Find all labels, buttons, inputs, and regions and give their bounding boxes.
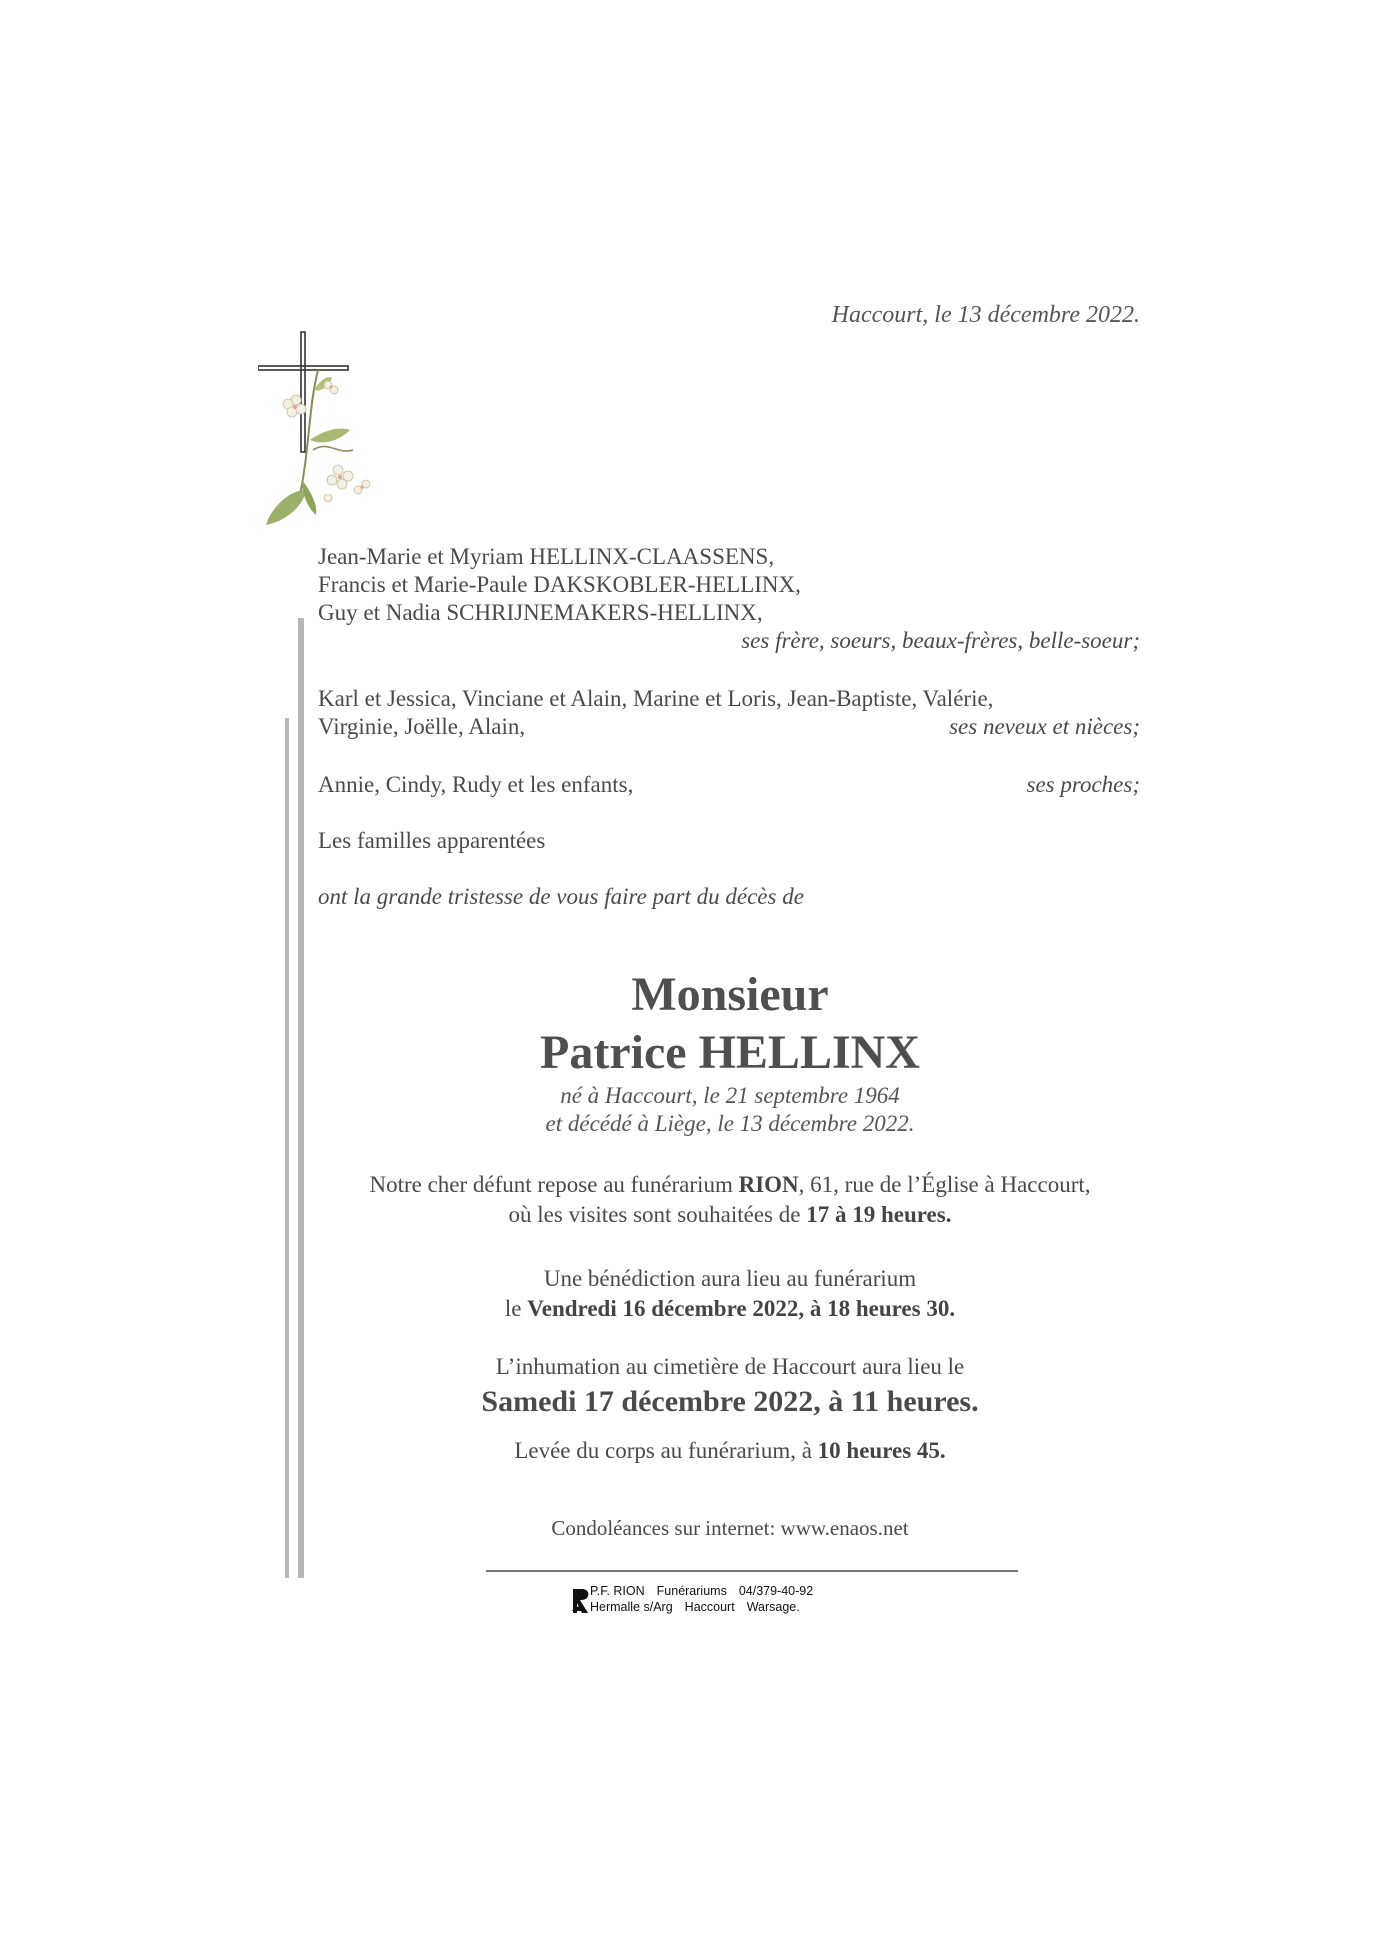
blessing-text: Une bénédiction aura lieu au funérarium [543,1266,917,1291]
funeral-home-name: RION [738,1172,799,1197]
footer-funeral-home [590,1583,990,1615]
birth-line: né à Haccourt, le 21 septembre 1964 [560,1083,900,1108]
footer-location: Haccourt [684,1600,735,1614]
footer-type: Funérariums [656,1584,727,1598]
blessing-block [300,1264,1160,1324]
deceased-civility: Monsieur [631,968,829,1021]
blessing-when: Vendredi 16 décembre 2022, à 18 heures 30. [527,1296,956,1321]
announcement: ont la grande tristesse de vous faire part du décès de [318,884,804,909]
nephews-line: Karl et Jessica, Vinciane et Alain, Marine et Loris, Jean-Baptiste, Valérie, [318,686,994,711]
close-ones-relation: ses proches; [1026,772,1140,797]
sibling-line: Jean-Marie et Myriam HELLINX-CLAASSENS, [318,544,775,569]
burial-block [300,1352,1160,1422]
footer-location: Warsage. [746,1600,800,1614]
footer-phone: 04/379-40-92 [738,1584,814,1598]
decorative-bar-left [285,718,289,1578]
deceased-block [300,966,1160,1138]
levee-block [300,1436,1160,1466]
deceased-name: Patrice HELLINX [540,1026,920,1079]
blessing-pre: le [504,1296,528,1321]
cross-with-flowers-icon [258,330,393,530]
close-ones-block [318,771,1140,799]
rion-logo-icon [570,1585,594,1615]
levee-time: 10 heures 45. [817,1438,946,1463]
sibling-line: Guy et Nadia SCHRIJNEMAKERS-HELLINX, [318,600,763,625]
nephews-relation: ses neveux et nièces; [949,714,1140,739]
dateline: Haccourt, le 13 décembre 2022. [831,302,1140,328]
nephews-block [318,685,1140,741]
siblings-block [318,543,1140,655]
rest-address: , 61, rue de l’Église à Haccourt, [798,1172,1091,1197]
rest-text: Notre cher défunt repose au funérarium [369,1172,739,1197]
condolences-text: Condoléances sur internet: www.enaos.net [551,1516,909,1540]
close-ones-names: Annie, Cindy, Rudy et les enfants, [318,772,634,797]
burial-text: L’inhumation au cimetière de Haccourt aura lieu le [495,1354,965,1379]
visits-hours: 17 à 19 heures. [806,1202,952,1227]
burial-when: Samedi 17 décembre 2022, à 11 heures. [481,1385,979,1418]
nephews-line: Virginie, Joëlle, Alain, [318,714,526,739]
resting-block [300,1170,1160,1230]
divider [486,1570,1018,1572]
death-line: et décédé à Liège, le 13 décembre 2022. [545,1111,915,1136]
footer-company: P.F. RION [590,1584,645,1598]
siblings-relation: ses frère, soeurs, beaux-frères, belle-soeur; [741,628,1140,653]
related-families: Les familles apparentées [318,828,546,853]
sibling-line: Francis et Marie-Paule DAKSKOBLER-HELLINX, [318,572,801,597]
levee-text: Levée du corps au funérarium, à [514,1438,818,1463]
visits-text: où les visites sont souhaitées de [508,1202,807,1227]
footer-location: Hermalle s/Arg [590,1600,673,1614]
